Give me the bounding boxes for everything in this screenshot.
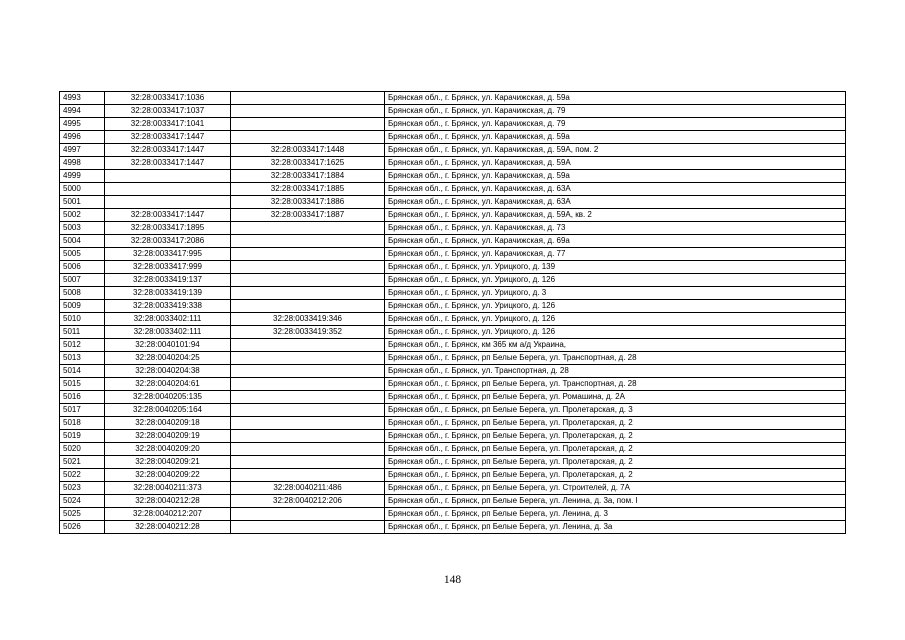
cadastral-number-cell xyxy=(105,183,231,196)
table-row xyxy=(60,443,846,456)
table-row xyxy=(60,508,846,521)
related-cadastral-number-cell xyxy=(231,339,385,352)
cadastral-number-cell: 32:28:0033402:111 xyxy=(105,313,231,326)
table-row xyxy=(60,495,846,508)
related-cadastral-number-cell xyxy=(231,469,385,482)
table-row xyxy=(60,248,846,261)
table-row xyxy=(60,456,846,469)
row-number-cell: 5004 xyxy=(60,235,105,248)
cadastral-number-cell: 32:28:0040204:25 xyxy=(105,352,231,365)
related-cadastral-number-cell: 32:28:0033419:352 xyxy=(231,326,385,339)
cadastral-number-cell: 32:28:0033417:1037 xyxy=(105,105,231,118)
row-number-cell: 5000 xyxy=(60,183,105,196)
related-cadastral-number-cell: 32:28:0033417:1887 xyxy=(231,209,385,222)
row-number-cell: 5024 xyxy=(60,495,105,508)
table-row xyxy=(60,274,846,287)
cadastral-number-cell: 32:28:0033417:1041 xyxy=(105,118,231,131)
table-row xyxy=(60,313,846,326)
address-cell: Брянская обл., г. Брянск, ул. Карачижская, д. 59А, пом. 2 xyxy=(385,144,846,157)
row-number-cell: 5003 xyxy=(60,222,105,235)
address-cell: Брянская обл., г. Брянск, ул. Урицкого, д. 126 xyxy=(385,300,846,313)
related-cadastral-number-cell: 32:28:0033417:1448 xyxy=(231,144,385,157)
table-row xyxy=(60,287,846,300)
cadastral-number-cell: 32:28:0033417:1036 xyxy=(105,92,231,105)
cadastral-number-cell: 32:28:0033417:1447 xyxy=(105,131,231,144)
cadastral-number-cell: 32:28:0040211:373 xyxy=(105,482,231,495)
address-cell: Брянская обл., г. Брянск, ул. Урицкого, д. 139 xyxy=(385,261,846,274)
property-table xyxy=(59,91,846,534)
cadastral-number-cell: 32:28:0040212:28 xyxy=(105,495,231,508)
row-number-cell: 5007 xyxy=(60,274,105,287)
address-cell: Брянская обл., г. Брянск, рп Белые Берега, ул. Пролетарская, д. 2 xyxy=(385,469,846,482)
address-cell: Брянская обл., г. Брянск, рп Белые Берега, ул. Пролетарская, д. 2 xyxy=(385,430,846,443)
row-number-cell: 5009 xyxy=(60,300,105,313)
address-cell: Брянская обл., г. Брянск, рп Белые Берега, ул. Ромашина, д. 2А xyxy=(385,391,846,404)
address-cell: Брянская обл., г. Брянск, ул. Карачижская, д. 59а xyxy=(385,92,846,105)
row-number-cell: 4997 xyxy=(60,144,105,157)
address-cell: Брянская обл., г. Брянск, ул. Карачижская, д. 59А xyxy=(385,157,846,170)
related-cadastral-number-cell xyxy=(231,287,385,300)
row-number-cell: 5014 xyxy=(60,365,105,378)
cadastral-number-cell: 32:28:0033419:139 xyxy=(105,287,231,300)
cadastral-number-cell: 32:28:0040204:38 xyxy=(105,365,231,378)
row-number-cell: 4995 xyxy=(60,118,105,131)
table-row xyxy=(60,105,846,118)
address-cell: Брянская обл., г. Брянск, ул. Урицкого, д. 126 xyxy=(385,274,846,287)
related-cadastral-number-cell: 32:28:0033417:1886 xyxy=(231,196,385,209)
row-number-cell: 5011 xyxy=(60,326,105,339)
row-number-cell: 5018 xyxy=(60,417,105,430)
property-table-body xyxy=(60,92,846,534)
related-cadastral-number-cell xyxy=(231,443,385,456)
table-row xyxy=(60,118,846,131)
row-number-cell: 5010 xyxy=(60,313,105,326)
related-cadastral-number-cell xyxy=(231,92,385,105)
cadastral-number-cell: 32:28:0040209:21 xyxy=(105,456,231,469)
related-cadastral-number-cell xyxy=(231,274,385,287)
cadastral-number-cell xyxy=(105,170,231,183)
related-cadastral-number-cell xyxy=(231,300,385,313)
cadastral-number-cell: 32:28:0033419:137 xyxy=(105,274,231,287)
table-row xyxy=(60,222,846,235)
address-cell: Брянская обл., г. Брянск, рп Белые Берега, ул. Ленина, д. 3а, пом. I xyxy=(385,495,846,508)
address-cell: Брянская обл., г. Брянск, рп Белые Берега, ул. Ленина, д. 3а xyxy=(385,521,846,534)
related-cadastral-number-cell: 32:28:0040212:206 xyxy=(231,495,385,508)
address-cell: Брянская обл., г. Брянск, ул. Урицкого, д. 3 xyxy=(385,287,846,300)
table-row xyxy=(60,391,846,404)
address-cell: Брянская обл., г. Брянск, ул. Карачижская, д. 59а xyxy=(385,170,846,183)
row-number-cell: 4996 xyxy=(60,131,105,144)
page-number: 148 xyxy=(443,574,462,586)
address-cell: Брянская обл., г. Брянск, ул. Урицкого, д. 126 xyxy=(385,326,846,339)
table-row xyxy=(60,183,846,196)
row-number-cell: 4998 xyxy=(60,157,105,170)
cadastral-number-cell: 32:28:0040209:18 xyxy=(105,417,231,430)
table-row xyxy=(60,196,846,209)
address-cell: Брянская обл., г. Брянск, рп Белые Берега, ул. Пролетарская, д. 3 xyxy=(385,404,846,417)
row-number-cell: 5020 xyxy=(60,443,105,456)
cadastral-number-cell: 32:28:0040204:61 xyxy=(105,378,231,391)
address-cell: Брянская обл., г. Брянск, км 365 км а/д Украина, xyxy=(385,339,846,352)
related-cadastral-number-cell xyxy=(231,248,385,261)
cadastral-number-cell: 32:28:0040209:22 xyxy=(105,469,231,482)
row-number-cell: 5015 xyxy=(60,378,105,391)
table-row xyxy=(60,300,846,313)
address-cell: Брянская обл., г. Брянск, рп Белые Берега, ул. Транспортная, д. 28 xyxy=(385,352,846,365)
related-cadastral-number-cell xyxy=(231,261,385,274)
cadastral-number-cell: 32:28:0040209:19 xyxy=(105,430,231,443)
table-row xyxy=(60,235,846,248)
row-number-cell: 5019 xyxy=(60,430,105,443)
row-number-cell: 5001 xyxy=(60,196,105,209)
cadastral-number-cell: 32:28:0033417:995 xyxy=(105,248,231,261)
row-number-cell: 5002 xyxy=(60,209,105,222)
address-cell: Брянская обл., г. Брянск, рп Белые Берега, ул. Пролетарская, д. 2 xyxy=(385,417,846,430)
related-cadastral-number-cell xyxy=(231,105,385,118)
row-number-cell: 5016 xyxy=(60,391,105,404)
table-row xyxy=(60,157,846,170)
address-cell: Брянская обл., г. Брянск, ул. Карачижская, д. 79 xyxy=(385,118,846,131)
cadastral-number-cell: 32:28:0040212:207 xyxy=(105,508,231,521)
row-number-cell: 5008 xyxy=(60,287,105,300)
address-cell: Брянская обл., г. Брянск, рп Белые Берега, ул. Пролетарская, д. 2 xyxy=(385,456,846,469)
table-row xyxy=(60,404,846,417)
row-number-cell: 5025 xyxy=(60,508,105,521)
address-cell: Брянская обл., г. Брянск, рп Белые Берега, ул. Пролетарская, д. 2 xyxy=(385,443,846,456)
related-cadastral-number-cell: 32:28:0033417:1884 xyxy=(231,170,385,183)
table-row xyxy=(60,430,846,443)
address-cell: Брянская обл., г. Брянск, ул. Карачижская, д. 59А, кв. 2 xyxy=(385,209,846,222)
related-cadastral-number-cell xyxy=(231,131,385,144)
address-cell: Брянская обл., г. Брянск, ул. Урицкого, д. 126 xyxy=(385,313,846,326)
table-row xyxy=(60,417,846,430)
row-number-cell: 5026 xyxy=(60,521,105,534)
table-row xyxy=(60,378,846,391)
cadastral-number-cell: 32:28:0040212:28 xyxy=(105,521,231,534)
cadastral-number-cell: 32:28:0033417:2086 xyxy=(105,235,231,248)
related-cadastral-number-cell xyxy=(231,235,385,248)
related-cadastral-number-cell xyxy=(231,417,385,430)
address-cell: Брянская обл., г. Брянск, ул. Карачижская, д. 63А xyxy=(385,183,846,196)
row-number-cell: 5017 xyxy=(60,404,105,417)
related-cadastral-number-cell: 32:28:0040211:486 xyxy=(231,482,385,495)
table-row xyxy=(60,482,846,495)
row-number-cell: 5013 xyxy=(60,352,105,365)
cadastral-number-cell: 32:28:0033419:338 xyxy=(105,300,231,313)
cadastral-number-cell: 32:28:0033417:999 xyxy=(105,261,231,274)
address-cell: Брянская обл., г. Брянск, ул. Карачижская, д. 79 xyxy=(385,105,846,118)
cadastral-number-cell: 32:28:0033417:1447 xyxy=(105,209,231,222)
table-row xyxy=(60,144,846,157)
address-cell: Брянская обл., г. Брянск, ул. Карачижская, д. 73 xyxy=(385,222,846,235)
row-number-cell: 5012 xyxy=(60,339,105,352)
table-row xyxy=(60,352,846,365)
related-cadastral-number-cell xyxy=(231,508,385,521)
cadastral-number-cell: 32:28:0033402:111 xyxy=(105,326,231,339)
table-row xyxy=(60,209,846,222)
table-row xyxy=(60,131,846,144)
row-number-cell: 5023 xyxy=(60,482,105,495)
row-number-cell: 5005 xyxy=(60,248,105,261)
related-cadastral-number-cell xyxy=(231,222,385,235)
address-cell: Брянская обл., г. Брянск, ул. Транспортная, д. 28 xyxy=(385,365,846,378)
related-cadastral-number-cell xyxy=(231,365,385,378)
row-number-cell: 4999 xyxy=(60,170,105,183)
cadastral-number-cell: 32:28:0040209:20 xyxy=(105,443,231,456)
address-cell: Брянская обл., г. Брянск, ул. Карачижская, д. 59а xyxy=(385,131,846,144)
related-cadastral-number-cell xyxy=(231,378,385,391)
row-number-cell: 5006 xyxy=(60,261,105,274)
address-cell: Брянская обл., г. Брянск, рп Белые Берега, ул. Транспортная, д. 28 xyxy=(385,378,846,391)
related-cadastral-number-cell xyxy=(231,391,385,404)
cadastral-number-cell: 32:28:0033417:1447 xyxy=(105,144,231,157)
address-cell: Брянская обл., г. Брянск, рп Белые Берега, ул. Ленина, д. 3 xyxy=(385,508,846,521)
row-number-cell: 4994 xyxy=(60,105,105,118)
cadastral-number-cell: 32:28:0040101:94 xyxy=(105,339,231,352)
cadastral-number-cell: 32:28:0040205:135 xyxy=(105,391,231,404)
row-number-cell: 5022 xyxy=(60,469,105,482)
table-row xyxy=(60,339,846,352)
cadastral-number-cell: 32:28:0033417:1895 xyxy=(105,222,231,235)
table-row xyxy=(60,365,846,378)
table-row xyxy=(60,261,846,274)
cadastral-number-cell xyxy=(105,196,231,209)
related-cadastral-number-cell xyxy=(231,352,385,365)
related-cadastral-number-cell xyxy=(231,456,385,469)
related-cadastral-number-cell xyxy=(231,521,385,534)
table-row xyxy=(60,469,846,482)
related-cadastral-number-cell: 32:28:0033417:1885 xyxy=(231,183,385,196)
address-cell: Брянская обл., г. Брянск, ул. Карачижская, д. 69а xyxy=(385,235,846,248)
cadastral-number-cell: 32:28:0033417:1447 xyxy=(105,157,231,170)
address-cell: Брянская обл., г. Брянск, ул. Карачижская, д. 63А xyxy=(385,196,846,209)
related-cadastral-number-cell xyxy=(231,430,385,443)
related-cadastral-number-cell: 32:28:0033419:346 xyxy=(231,313,385,326)
row-number-cell: 5021 xyxy=(60,456,105,469)
table-row xyxy=(60,170,846,183)
related-cadastral-number-cell xyxy=(231,118,385,131)
row-number-cell: 4993 xyxy=(60,92,105,105)
address-cell: Брянская обл., г. Брянск, ул. Карачижская, д. 77 xyxy=(385,248,846,261)
related-cadastral-number-cell: 32:28:0033417:1625 xyxy=(231,157,385,170)
address-cell: Брянская обл., г. Брянск, рп Белые Берега, ул. Строителей, д. 7А xyxy=(385,482,846,495)
table-row xyxy=(60,92,846,105)
related-cadastral-number-cell xyxy=(231,404,385,417)
cadastral-number-cell: 32:28:0040205:164 xyxy=(105,404,231,417)
table-row xyxy=(60,521,846,534)
table-row xyxy=(60,326,846,339)
